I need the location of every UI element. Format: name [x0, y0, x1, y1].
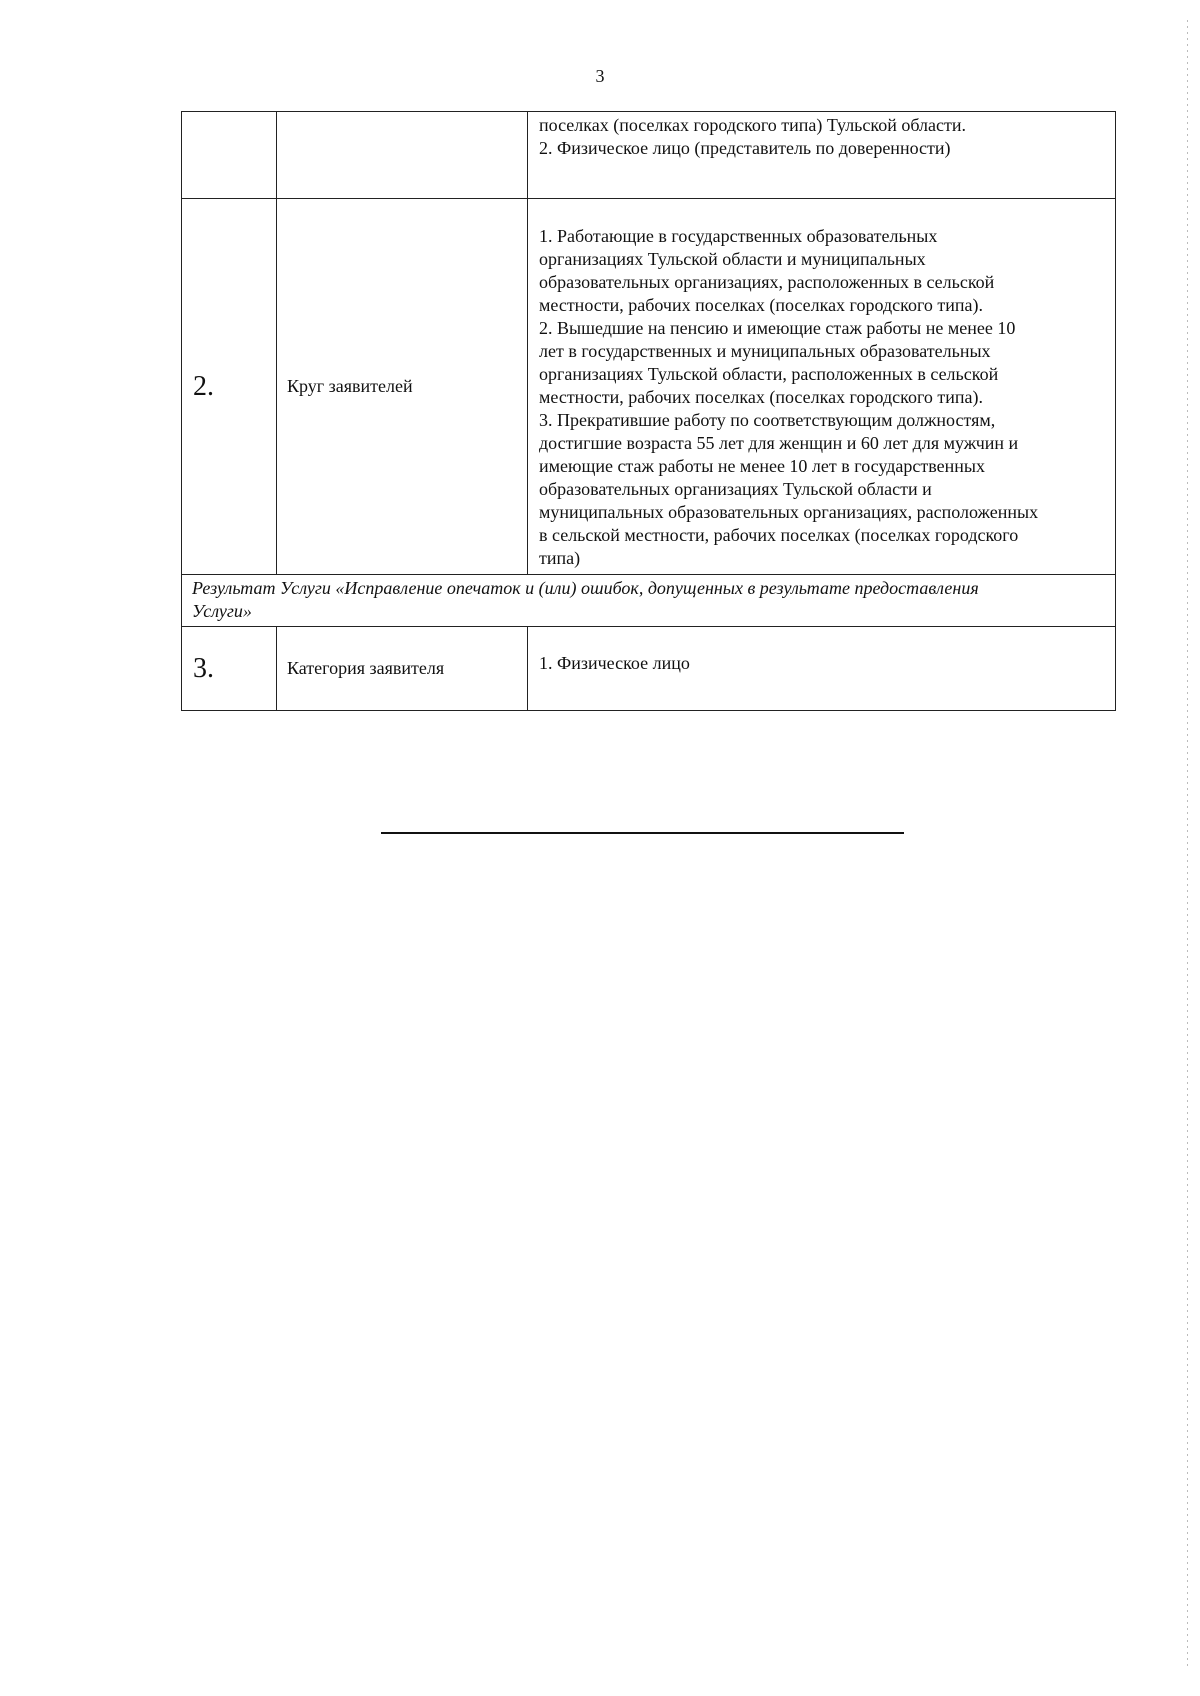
section-header-line: Результат Услуги «Исправление опечаток и (или) ошибок, допущенных в результате предоставления — [192, 578, 979, 598]
row-category: Круг заявителей — [277, 199, 528, 575]
description-line: организациях Тульской области, расположенных в сельской — [539, 364, 999, 384]
number-cell — [182, 112, 277, 199]
applicants-table — [181, 111, 1116, 711]
description-line: 2. Вышедшие на пенсию и имеющие стаж работы не менее 10 — [539, 318, 1016, 338]
section-header — [182, 575, 1116, 627]
description-line: 1. Физическое лицо — [539, 653, 690, 673]
description-line: поселках (поселках городского типа) Тульской области. — [539, 115, 967, 135]
row-number: 3. — [182, 627, 277, 711]
description-line: местности, рабочих поселках (поселках городского типа). — [539, 387, 984, 407]
description-line: муниципальных образовательных организациях, расположенных — [539, 502, 1039, 522]
description-line: местности, рабочих поселках (поселках городского типа). — [539, 295, 984, 315]
row-category: Категория заявителя — [277, 627, 528, 711]
description-line: лет в государственных и муниципальных образовательных — [539, 341, 991, 361]
description-line: имеющие стаж работы не менее 10 лет в государственных — [539, 456, 986, 476]
description-line: организациях Тульской области и муниципальных — [539, 249, 926, 269]
section-header-line: Услуги» — [192, 601, 252, 621]
description-cell — [528, 627, 1116, 711]
description-line: образовательных организациях Тульской области и — [539, 479, 932, 499]
description-line: 3. Прекратившие работу по соответствующим должностям, — [539, 410, 996, 430]
description-line: 1. Работающие в государственных образовательных — [539, 226, 938, 246]
continuation-row — [182, 112, 1116, 199]
applicant-category-row — [182, 627, 1116, 711]
applicants-row — [182, 199, 1116, 575]
section-header-row — [182, 575, 1116, 627]
end-rule — [381, 832, 904, 834]
description-line: в сельской местности, рабочих поселках (поселках городского — [539, 525, 1019, 545]
category-cell — [277, 112, 528, 199]
description-cell — [528, 199, 1116, 575]
row-number: 2. — [182, 199, 277, 575]
description-cell — [528, 112, 1116, 199]
page-number: 3 — [595, 66, 605, 86]
description-line: типа) — [539, 548, 581, 568]
description-line: достигшие возраста 55 лет для женщин и 60 лет для мужчин и — [539, 433, 1019, 453]
description-line: образовательных организациях, расположенных в сельской — [539, 272, 995, 292]
scan-margin-artifact — [1187, 20, 1188, 1670]
description-line: 2. Физическое лицо (представитель по доверенности) — [539, 138, 951, 158]
